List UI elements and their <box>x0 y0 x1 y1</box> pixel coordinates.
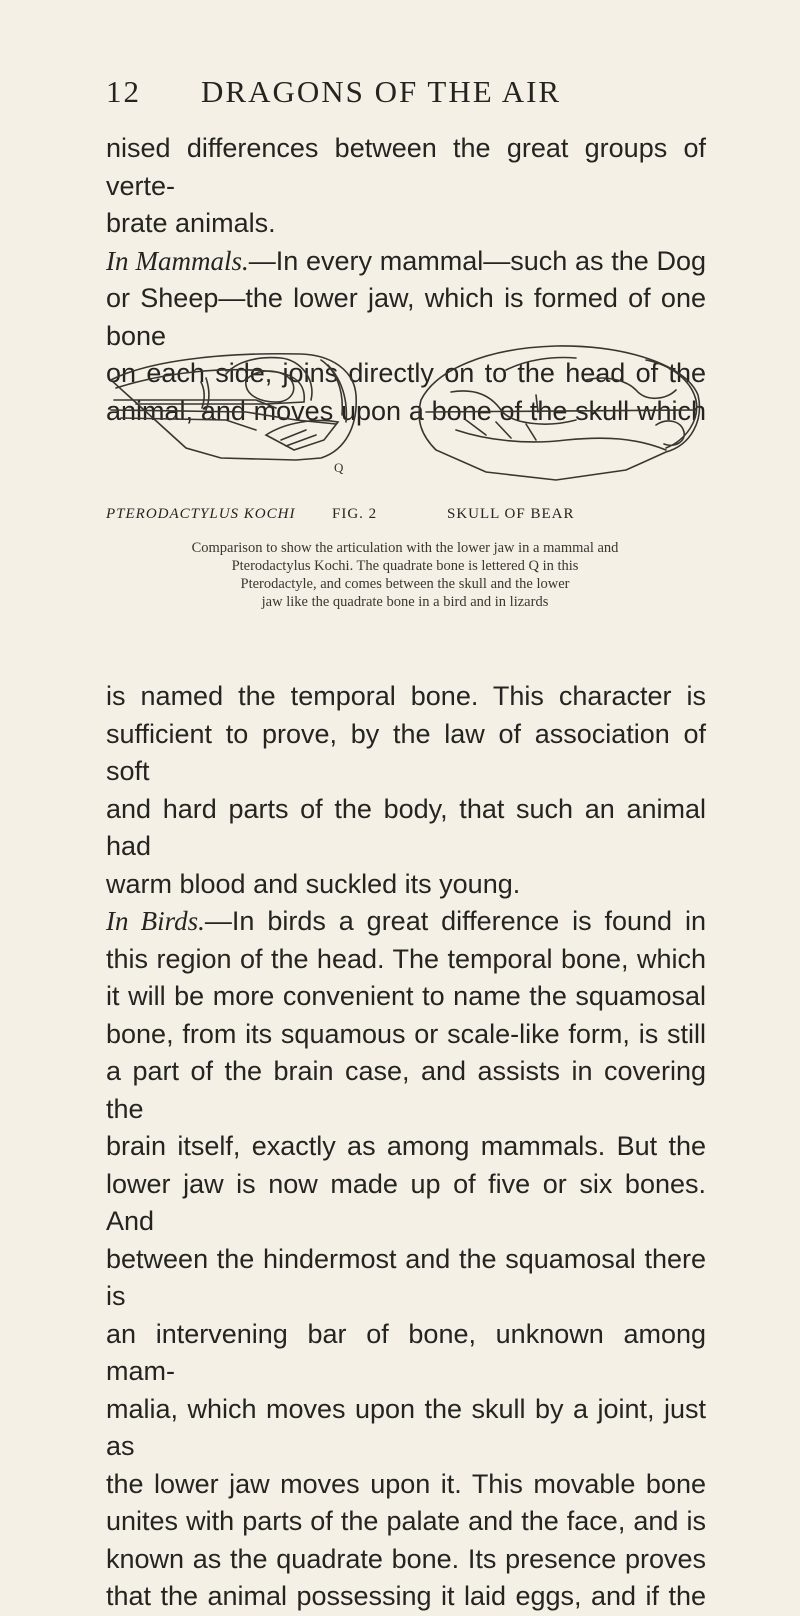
figure-illustration <box>106 340 706 500</box>
text-line: bone, from its squamous or scale-like form, is still <box>106 1018 706 1049</box>
caption-line: Pterodactylus Kochi. The quadrate bone is lettered Q in this <box>231 558 579 574</box>
text-line: and hard parts of the body, that such an animal had <box>106 793 706 861</box>
text-line: brain itself, exactly as among mammals. But the <box>106 1131 706 1161</box>
caption-line: Pterodactyle, and comes between the skull and the lower <box>240 576 570 592</box>
pterodactylus-skull-drawing <box>111 354 356 460</box>
text-line: an intervening bar of bone, unknown among mam- <box>106 1318 706 1386</box>
text-line: sufficient to prove, by the law of association of soft <box>106 718 706 786</box>
figure-labels <box>106 506 706 530</box>
paragraph-bottom <box>106 678 706 1616</box>
text-line: lower jaw is now made up of five or six bones. And <box>106 1168 706 1236</box>
label-fig-number: FIG. 2 <box>332 506 378 522</box>
text-line: malia, which moves upon the skull by a joint, just as <box>106 1393 706 1461</box>
text-line: warm blood and suckled its young. <box>106 868 521 899</box>
section-lead-birds: In Birds. <box>106 906 205 936</box>
text-line: that the animal possessing it laid eggs, and if the <box>106 1581 706 1611</box>
page-number: 12 <box>106 74 141 109</box>
text-line: is named the temporal bone. This character is <box>106 681 706 711</box>
bear-skull-drawing <box>419 346 699 480</box>
caption-line: jaw like the quadrate bone in a bird and in lizards <box>261 594 549 610</box>
label-pterodactylus: PTERODACTYLUS KOCHI <box>106 506 296 522</box>
text-line: In Birds.—In birds a great difference is found in <box>106 906 706 936</box>
text-line: a part of the brain case, and assists in covering the <box>106 1056 706 1124</box>
section-lead-mammals: In Mammals. <box>106 245 249 276</box>
text-line: unites with parts of the palate and the face, and is <box>106 1506 706 1536</box>
text-line: the lower jaw moves upon it. This movable bone <box>106 1468 706 1499</box>
text-line: In Mammals.—In every mammal—such as the Dog <box>106 245 706 276</box>
figure-2 <box>106 340 706 522</box>
text-line: between the hindermost and the squamosal there is <box>106 1243 706 1311</box>
text-line: on each side, joins directly on to the head of the <box>106 358 706 388</box>
text-line: it will be more convenient to name the squamosal <box>106 981 706 1011</box>
text-line: or Sheep—the lower jaw, which is formed of one bone <box>106 283 706 351</box>
text-line: nised differences between the great groups of verte- <box>106 133 706 201</box>
running-head: DRAGONS OF THE AIR <box>201 74 562 109</box>
label-bear: SKULL OF BEAR <box>447 506 575 522</box>
page-header <box>106 74 706 124</box>
figure-caption <box>125 539 685 611</box>
text-line: animal, and moves upon a bone of the skull which <box>106 395 706 426</box>
text-line: known as the quadrate bone. Its presence proves <box>106 1543 706 1574</box>
text-line: this region of the head. The temporal bone, which <box>106 943 706 974</box>
caption-line: Comparison to show the articulation with the lower jaw in a mammal and <box>191 540 619 556</box>
text-line: brate animals. <box>106 208 276 238</box>
label-q: Q <box>334 460 344 475</box>
